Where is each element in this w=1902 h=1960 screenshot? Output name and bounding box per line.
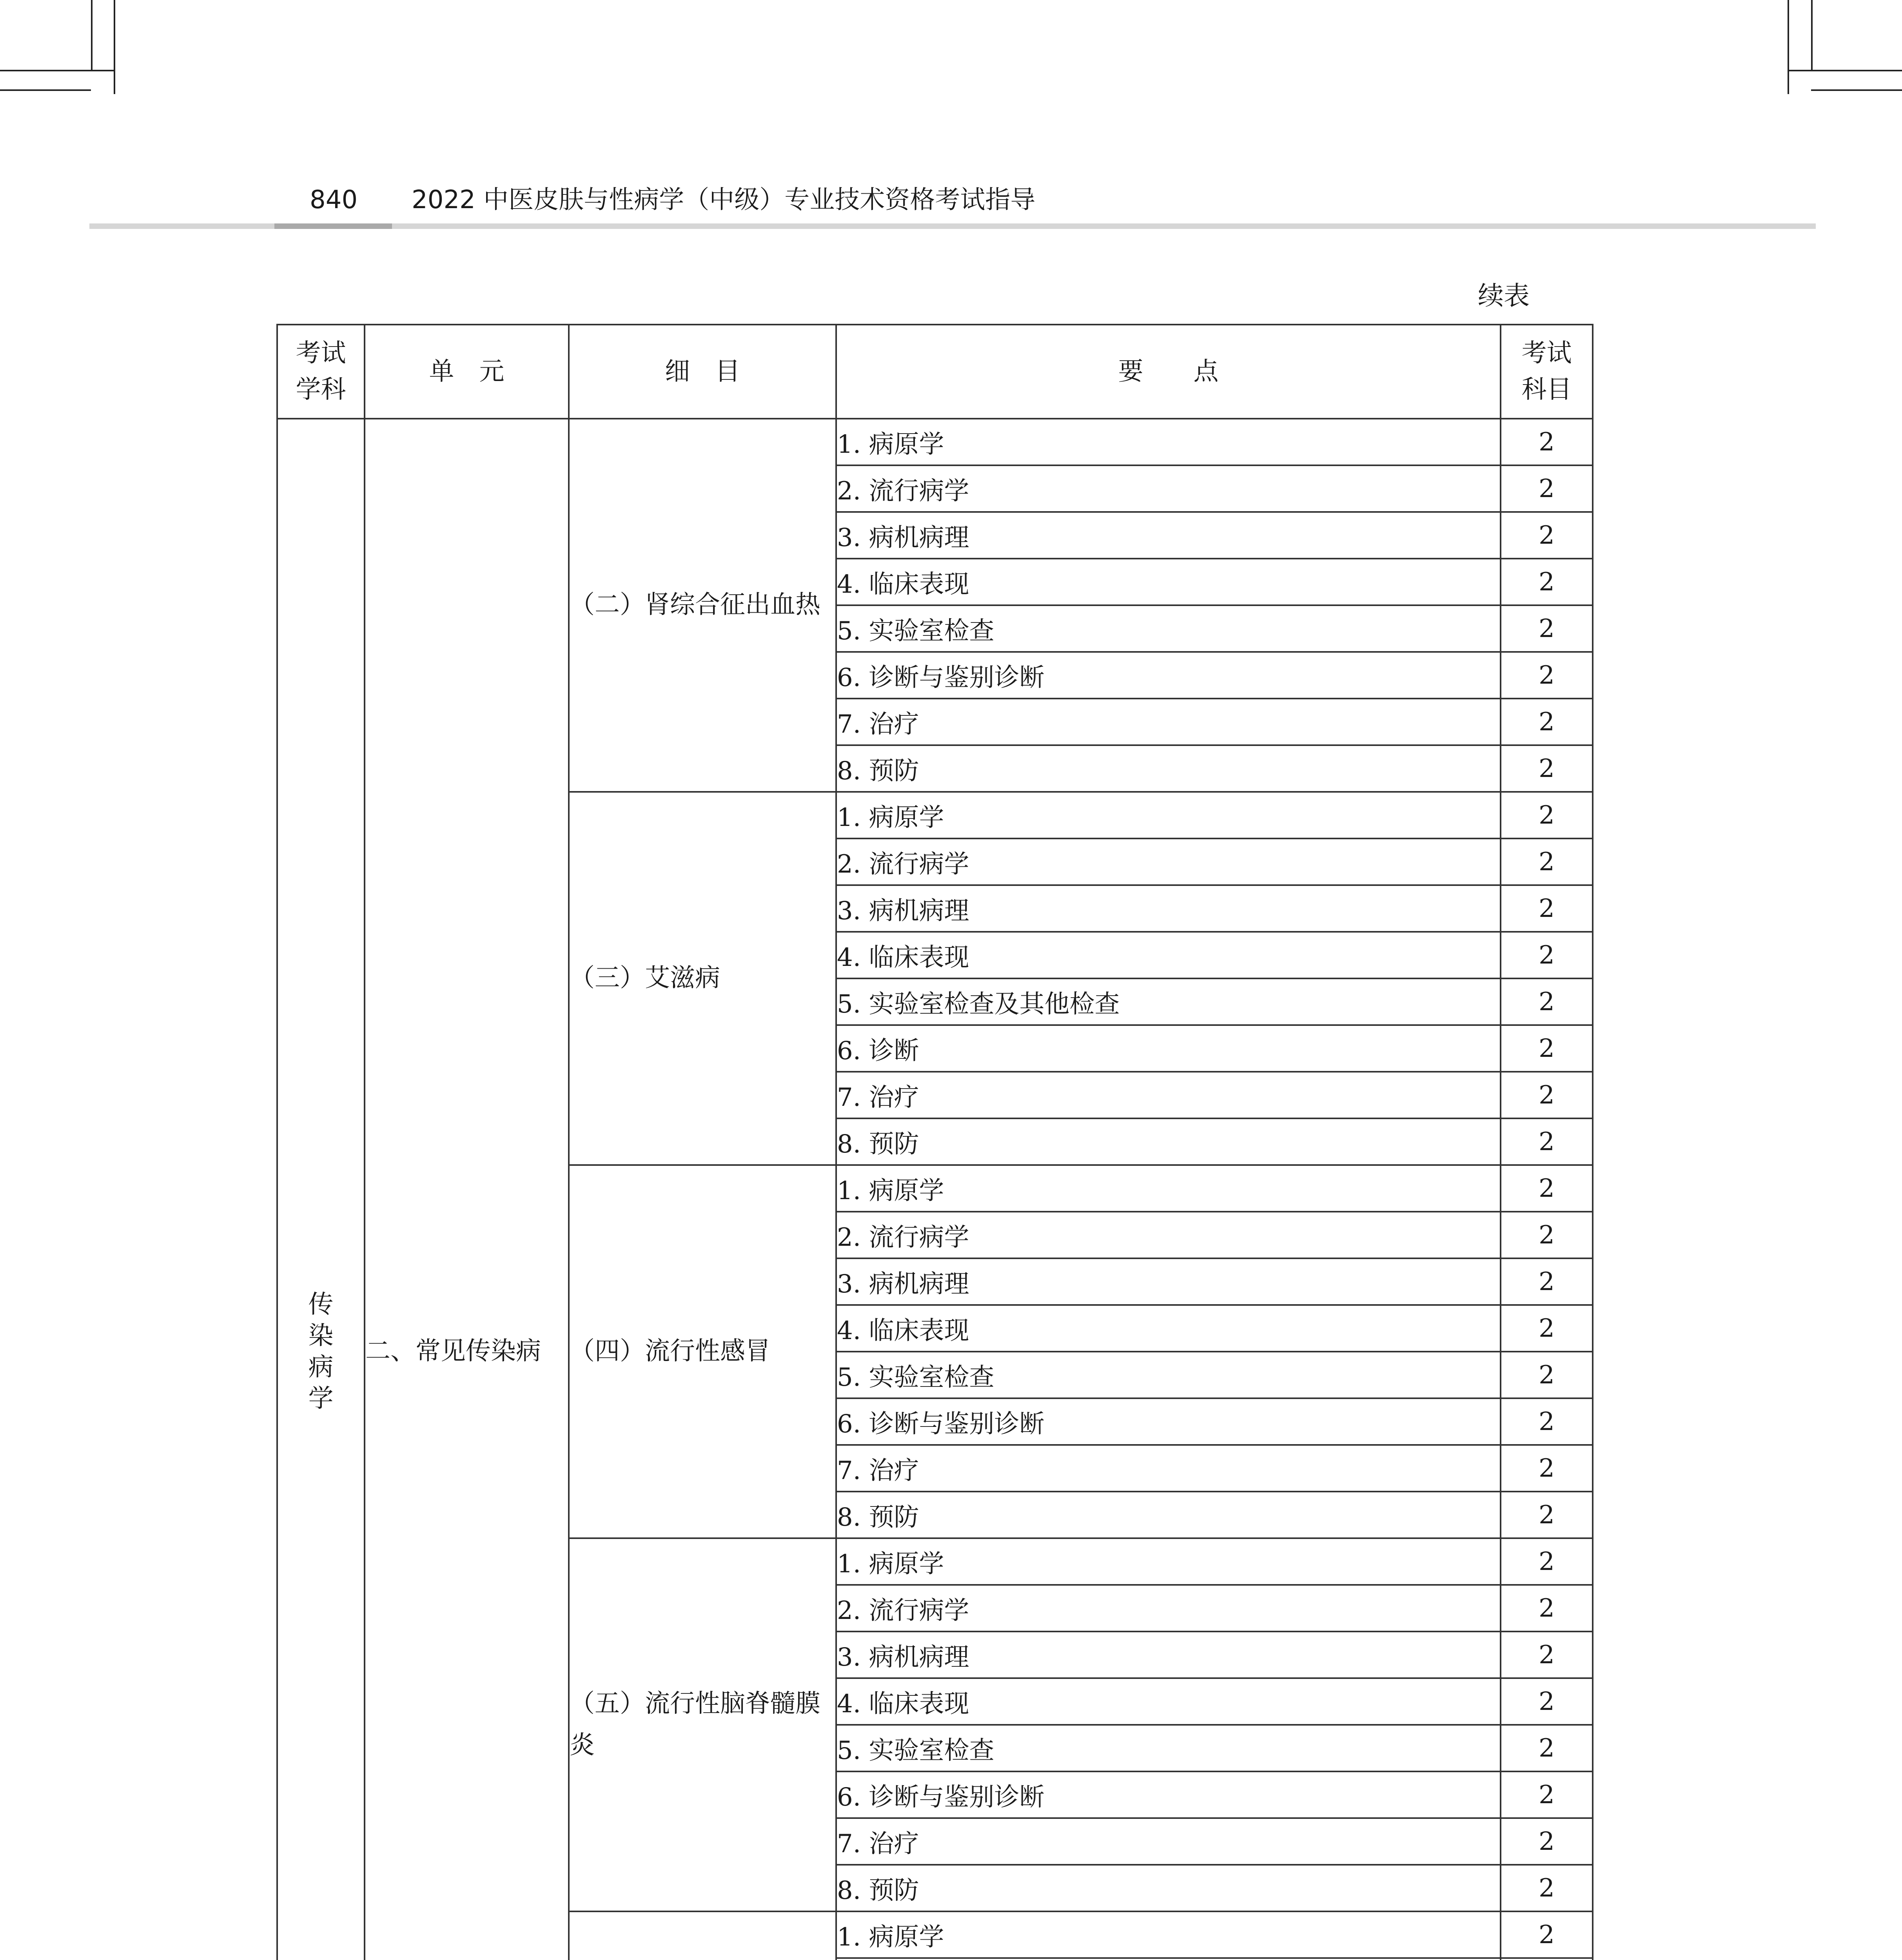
point-cell: 1. 病原学 [836,1911,1501,1958]
level-cell: 2 [1501,465,1593,512]
detail-cell: （四）流行性感冒 [569,1165,836,1538]
detail-cell: （二）肾综合征出血热 [569,419,836,792]
column-header-point: 要 点 [836,325,1501,419]
column-header-detail: 细 目 [569,325,836,419]
level-cell: 2 [1501,1911,1593,1958]
level-cell: 2 [1501,978,1593,1025]
point-cell: 3. 病机病理 [836,1258,1501,1305]
level-cell: 2 [1501,419,1593,465]
point-cell: 4. 临床表现 [836,1305,1501,1352]
point-cell: 2. 流行病学 [836,838,1501,885]
point-cell: 8. 预防 [836,1865,1501,1911]
crop-mark [0,70,114,71]
point-cell: 8. 预防 [836,1492,1501,1538]
level-cell: 2 [1501,1072,1593,1118]
page-number: 840 [310,185,358,214]
level-cell: 2 [1501,652,1593,699]
level-cell: 2 [1501,512,1593,559]
point-cell: 2. 流行病学 [836,1212,1501,1258]
point-cell: 8. 预防 [836,1118,1501,1165]
point-cell: 2. 流行病学 [836,465,1501,512]
level-cell: 2 [1501,1818,1593,1865]
point-cell: 8. 预防 [836,745,1501,792]
point-cell: 5. 实验室检查 [836,1725,1501,1771]
level-cell: 2 [1501,1025,1593,1072]
point-cell: 7. 治疗 [836,1445,1501,1492]
level-cell: 2 [1501,605,1593,652]
level-cell: 2 [1501,838,1593,885]
level-cell: 2 [1501,1585,1593,1632]
point-cell: 1. 病原学 [836,419,1501,465]
point-cell: 2. 流行病学 [836,1585,1501,1632]
level-cell: 2 [1501,1212,1593,1258]
level-cell: 2 [1501,699,1593,745]
level-cell: 2 [1501,1118,1593,1165]
level-cell: 2 [1501,1771,1593,1818]
syllabus-table [276,324,1592,1960]
point-cell: 5. 实验室检查及其他检查 [836,978,1501,1025]
crop-mark [1788,70,1902,71]
level-cell: 2 [1501,1445,1593,1492]
table-header-row [277,325,1593,419]
subject-cell [277,419,365,1960]
point-cell: 3. 病机病理 [836,512,1501,559]
point-cell: 7. 治疗 [836,1818,1501,1865]
point-cell: 6. 诊断与鉴别诊断 [836,1398,1501,1445]
point-cell: 1. 病原学 [836,1165,1501,1212]
header-rule-accent [274,223,392,229]
continued-label: 续表 [1478,281,1530,311]
crop-mark [1788,0,1789,94]
level-cell: 2 [1501,745,1593,792]
point-cell: 6. 诊断与鉴别诊断 [836,652,1501,699]
unit-cell: 二、常见传染病 [365,419,569,1960]
level-cell: 2 [1501,1165,1593,1212]
point-cell: 4. 临床表现 [836,559,1501,605]
detail-cell [569,1911,836,1960]
point-cell: 7. 治疗 [836,699,1501,745]
syllabus-table-grid [276,324,1593,1960]
point-cell: 6. 诊断 [836,1025,1501,1072]
level-cell: 2 [1501,1725,1593,1771]
point-cell: 7. 治疗 [836,1072,1501,1118]
level-cell: 2 [1501,559,1593,605]
detail-cell: （五）流行性脑脊髓膜炎 [569,1538,836,1911]
level-cell: 2 [1501,932,1593,978]
level-cell: 2 [1501,792,1593,838]
subject-label: 传染病学 [308,1290,334,1413]
level-cell: 2 [1501,1632,1593,1678]
running-title: 2022 中医皮肤与性病学（中级）专业技术资格考试指导 [412,185,1036,214]
detail-cell: （三）艾滋病 [569,792,836,1165]
column-header-unit: 单 元 [365,325,569,419]
point-cell: 1. 病原学 [836,1538,1501,1585]
point-cell: 4. 临床表现 [836,1678,1501,1725]
level-cell: 2 [1501,1352,1593,1398]
point-cell [836,1958,1501,1960]
level-cell: 2 [1501,1305,1593,1352]
column-header-level: 考试科目 [1501,325,1593,419]
level-cell: 2 [1501,1678,1593,1725]
point-cell: 3. 病机病理 [836,1632,1501,1678]
table-row [277,419,1593,465]
level-cell [1501,1958,1593,1960]
crop-mark [114,0,115,94]
column-header-subject: 考试学科 [277,325,365,419]
point-cell: 3. 病机病理 [836,885,1501,932]
point-cell: 4. 临床表现 [836,932,1501,978]
point-cell: 5. 实验室检查 [836,1352,1501,1398]
level-cell: 2 [1501,1492,1593,1538]
crop-mark [91,0,93,70]
level-cell: 2 [1501,1538,1593,1585]
point-cell: 5. 实验室检查 [836,605,1501,652]
point-cell: 1. 病原学 [836,792,1501,838]
point-cell: 6. 诊断与鉴别诊断 [836,1771,1501,1818]
level-cell: 2 [1501,1865,1593,1911]
level-cell: 2 [1501,885,1593,932]
crop-mark [0,89,91,91]
level-cell: 2 [1501,1398,1593,1445]
level-cell: 2 [1501,1258,1593,1305]
crop-mark [1811,0,1813,70]
crop-mark [1811,89,1902,91]
